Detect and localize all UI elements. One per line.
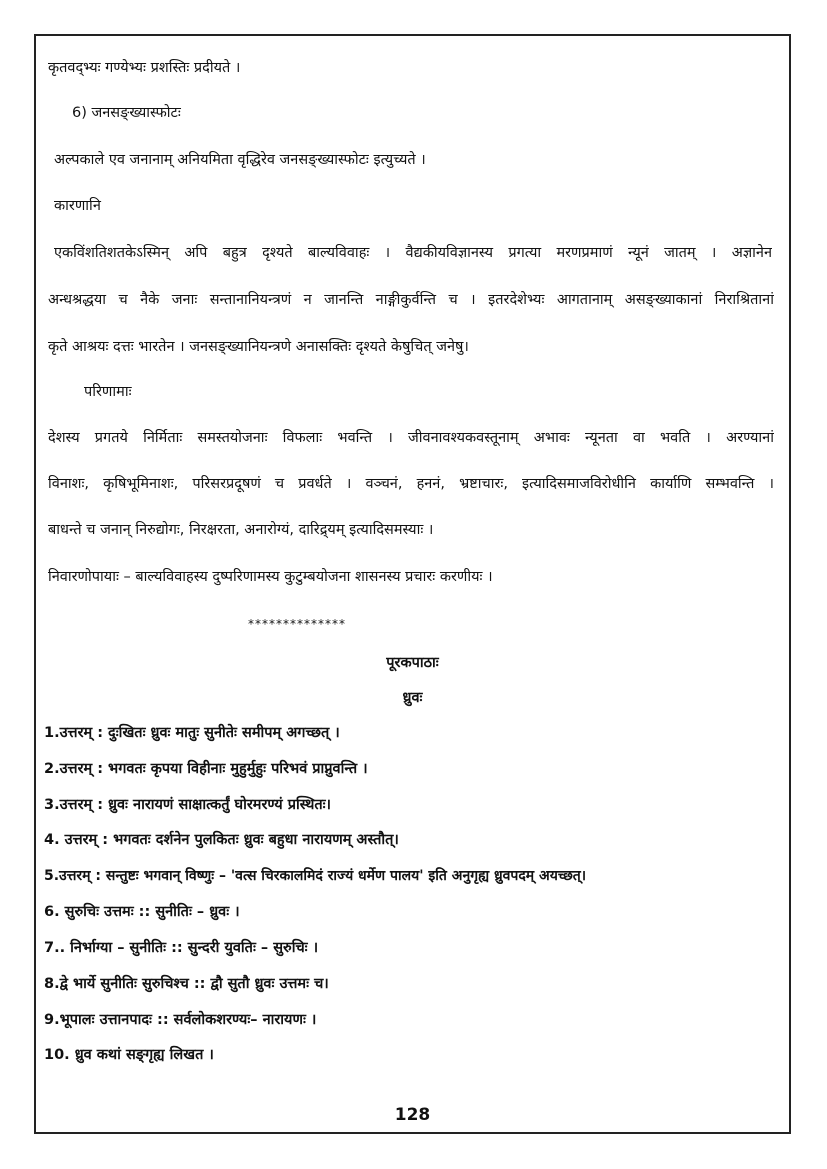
page-number: 128 bbox=[394, 1105, 431, 1125]
answer-4: 4. उत्तरम् : भगवतः दर्शनेन पुलकितः ध्रुवः बहुधा नारायणम् अस्तौत्। bbox=[44, 832, 399, 848]
text-line: कृतवद्भ्यः गण्येभ्यः प्रशस्तिः प्रदीयते । bbox=[48, 60, 241, 76]
remedies-line: निवारणोपायाः – बाल्यविवाहस्य दुष्परिणामस्य कुटुम्बयोजना शासनस्य प्रचारः करणीयः । bbox=[48, 569, 493, 585]
supplementary-title: पूरकपाठाः bbox=[386, 655, 439, 671]
section-heading: 6) जनसङ्ख्यास्फोटः bbox=[72, 105, 181, 121]
reasons-line: एकविंशतिशतकेऽस्मिन् अपि बहुत्र दृश्यते बाल्यविवाहः । वैद्यकीयविज्ञानस्य प्रगत्या मरणप्रमाणं न्यूनं जातम् । अज्ञानेन bbox=[54, 245, 772, 261]
separator: ************** bbox=[248, 617, 346, 631]
answer-10: 10. ध्रुव कथां सङ्गृह्य लिखत । bbox=[44, 1047, 214, 1063]
supplementary-subtitle: ध्रुवः bbox=[402, 690, 423, 706]
results-heading: परिणामाः bbox=[84, 384, 132, 400]
results-line: विनाशः, कृषिभूमिनाशः, परिसरप्रदूषणं च प्रवर्धते । वञ्चनं, हननं, भ्रष्टाचारः, इत्यादिसमाजविरोधीनि कार्याणि सम्भवन्ति । bbox=[48, 476, 774, 492]
answer-7: 7.. निर्भाग्या – सुनीतिः :: सुन्दरी युवतिः – सुरुचिः । bbox=[44, 940, 319, 956]
results-line: बाधन्ते च जनान् निरुद्योगः, निरक्षरता, अनारोग्यं, दारिद्र्यम् इत्यादिसमस्याः । bbox=[48, 522, 434, 538]
answer-2: 2.उत्तरम् : भगवतः कृपया विहीनाः मुहुर्मुहुः परिभवं प्राप्नुवन्ति । bbox=[44, 761, 368, 777]
answer-3: 3.उत्तरम् : ध्रुवः नारायणं साक्षात्कर्तुं घोरमरण्यं प्रस्थितः। bbox=[44, 797, 332, 813]
reasons-line: अन्धश्रद्धया च नैके जनाः सन्तानानियन्त्रणं न जानन्ति नाङ्गीकुर्वन्ति च । इतरदेशेभ्यः आगतानाम् असङ्ख्याकानां निराश्रितानां bbox=[48, 292, 774, 308]
reasons-line: कृते आश्रयः दत्तः भारतेन । जनसङ्ख्यानियन्त्रणे अनासक्तिः दृश्यते केषुचित् जनेषु। bbox=[48, 339, 469, 355]
results-line: देशस्य प्रगतये निर्मिताः समस्तयोजनाः विफलाः भवन्ति । जीवनावश्यकवस्तूनाम् अभावः न्यूनता वा भवति । अरण्यानां bbox=[48, 430, 774, 446]
answer-1: 1.उत्तरम् : दुःखितः ध्रुवः मातुः सुनीतेः समीपम् अगच्छत् । bbox=[44, 725, 340, 741]
answer-6: 6. सुरुचिः उत्तमः :: सुनीतिः – ध्रुवः । bbox=[44, 904, 240, 920]
reasons-heading: कारणानि bbox=[54, 198, 101, 214]
answer-9: 9.भूपालः उत्तानपादः :: सर्वलोकशरण्यः– नारायणः । bbox=[44, 1012, 317, 1028]
answer-8: 8.द्वे भार्ये सुनीतिः सुरुचिश्च :: द्वौ सुतौ ध्रुवः उत्तमः च। bbox=[44, 976, 329, 992]
definition-text: अल्पकाले एव जनानाम् अनियमिता वृद्धिरेव जनसङ्ख्यास्फोटः इत्युच्यते । bbox=[54, 152, 426, 168]
answer-5: 5.उत्तरम् : सन्तुष्टः भगवान् विष्णुः – 'वत्स चिरकालमिदं राज्यं धर्मेण पालय' इति अनुगृह्य ध्रुवपदम् अयच्छत्। bbox=[44, 868, 587, 884]
